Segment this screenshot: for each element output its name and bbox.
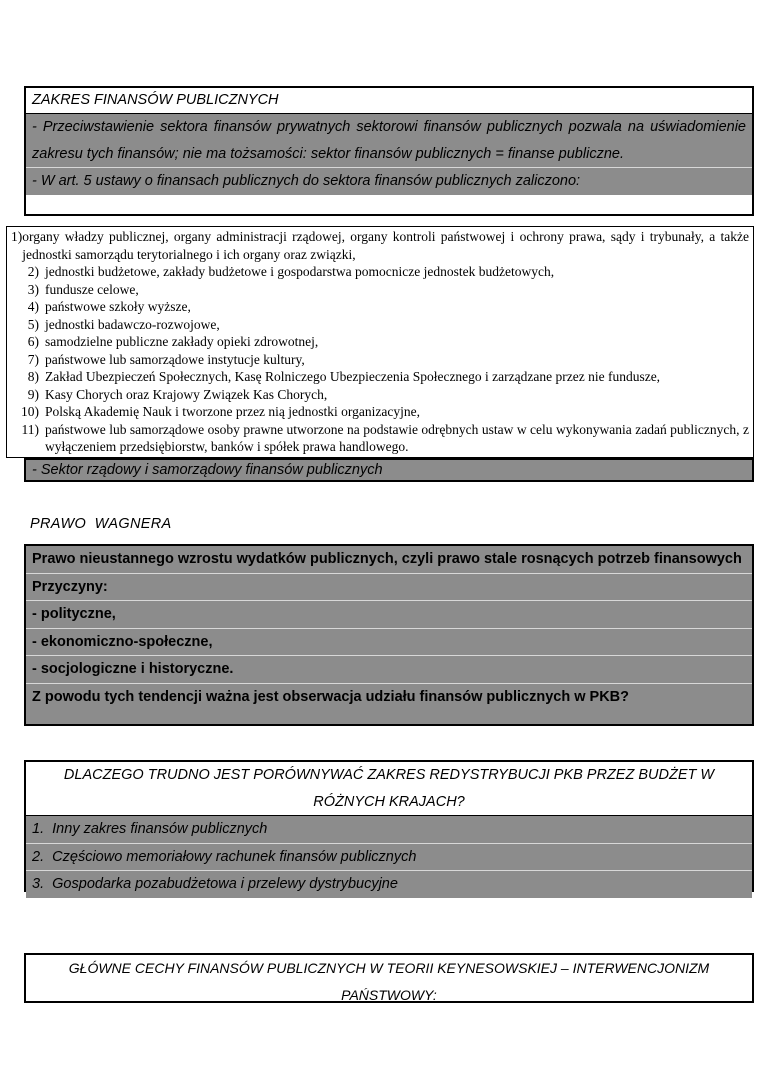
section-redistribution <box>24 760 754 892</box>
paragraph: - ekonomiczno-społeczne, <box>26 628 752 656</box>
list-number: 3) <box>27 281 39 297</box>
list-text-span: organy władzy publicznej, organy administracji rządowej, organy kontroli państwowej i ochrony prawa, sądy i trybunały, a także jednostki samorządu terytorialnego i ich organy oraz związki, <box>22 229 749 262</box>
item-number: 2. <box>32 848 45 865</box>
paragraph: Przyczyny: <box>26 573 752 601</box>
item-text: Inny zakres finansów publicznych <box>52 821 268 837</box>
list-item <box>11 228 749 263</box>
section-keynesian <box>24 953 754 1003</box>
list-item <box>11 368 749 386</box>
section-wagner <box>24 544 754 726</box>
list-text: samodzielne publiczne zakłady opieki zdrowotnej, <box>45 334 319 349</box>
list-number: 1) <box>11 229 23 244</box>
item-number: 3. <box>32 876 45 892</box>
list-text: jednostki budżetowe, zakłady budżetowe i gospodarstwa pomocnicze jednostek budżetowych, <box>45 264 555 279</box>
list-number: 7) <box>27 351 39 367</box>
list-item <box>11 351 749 369</box>
section-title: GŁÓWNE CECHY FINANSÓW PUBLICZNYCH W TEORII KEYNESOWSKIEJ – INTERWENCJONIZM PAŃSTWOWY: <box>68 960 710 1003</box>
list-item <box>26 816 752 843</box>
list-item <box>11 316 749 334</box>
list-item <box>11 281 749 299</box>
paragraph: - W art. 5 ustawy o finansach publicznych do sektora finansów publicznych zaliczono: <box>26 167 752 195</box>
list-number: 9) <box>27 386 39 402</box>
section-title: DLACZEGO TRUDNO JEST PORÓWNYWAĆ ZAKRES REDYSTRYBUCJI PKB PRZEZ BUDŻET W RÓŻNYCH KRAJACH? <box>26 762 752 815</box>
item-number: 1. <box>32 821 45 837</box>
grey-block <box>26 815 752 898</box>
list-number: 2) <box>27 264 39 279</box>
list-number: 6) <box>27 334 39 349</box>
list-item <box>11 263 749 281</box>
list-number: 11) <box>21 421 39 437</box>
list-item <box>26 870 752 898</box>
section-title: ZAKRES FINANSÓW PUBLICZNYCH <box>26 88 752 113</box>
paragraph: - Przeciwstawienie sektora finansów prywatnych sektorowi finansów publicznych pozwala na uświadomienie zakresu tych finansów; nie ma tożsamości: sektor finansów publicznych = finanse publiczne. <box>32 119 746 162</box>
sector-list <box>6 226 754 458</box>
paragraph: Z powodu tych tendencji ważna jest obserwacja udziału finansów publicznych w PKB? <box>26 683 752 711</box>
paragraph: - socjologiczne i historyczne. <box>26 655 752 683</box>
list-text: Polską Akademię Nauk i tworzone przez nią jednostki organizacyjne, <box>45 404 421 419</box>
paragraph: Prawo nieustannego wzrostu wydatków publicznych, czyli prawo stale rosnących potrzeb finansowych <box>32 551 742 567</box>
list-text: Zakład Ubezpieczeń Społecznych, Kasę Rolniczego Ubezpieczenia Społecznego i zarządzane przez nie fundusze, <box>45 369 661 384</box>
list-text: państwowe szkoły wyższe, <box>45 299 191 314</box>
list-number: 8) <box>27 369 39 384</box>
footer-text: - Sektor rządowy i samorządowy finansów publicznych <box>32 462 383 478</box>
grey-block <box>26 113 752 195</box>
list-text: fundusze celowe, <box>45 281 139 297</box>
list-item <box>11 333 749 351</box>
list-item <box>26 843 752 871</box>
item-text: Częściowo memoriałowy rachunek finansów publicznych <box>52 848 417 865</box>
list-number: 10) <box>21 404 39 419</box>
list-number: 4) <box>27 299 39 314</box>
list-item <box>11 403 749 421</box>
paragraph: - polityczne, <box>26 600 752 628</box>
list-number: 5) <box>27 316 39 332</box>
section-title-wagner: PRAWO WAGNERA <box>30 516 172 532</box>
list-text: państwowe lub samorządowe instytucje kultury, <box>45 351 305 367</box>
list-item <box>11 421 749 456</box>
item-text: Gospodarka pozabudżetowa i przelewy dystrybucyjne <box>52 876 398 892</box>
list-text: Kasy Chorych oraz Krajowy Związek Kas Chorych, <box>45 386 328 402</box>
list-text <box>22 228 749 263</box>
section-footer <box>24 458 754 482</box>
list-text: państwowe lub samorządowe osoby prawne utworzone na podstawie odrębnych ustaw w celu wykonywania zadań publicznych, z wyłączeniem przedsiębiorstw, banków i spółek prawa handlowego. <box>45 421 749 454</box>
list-text: jednostki badawczo-rozwojowe, <box>45 316 220 332</box>
section-public-finance-scope <box>24 86 754 216</box>
list-item <box>11 298 749 316</box>
list-item <box>11 386 749 404</box>
